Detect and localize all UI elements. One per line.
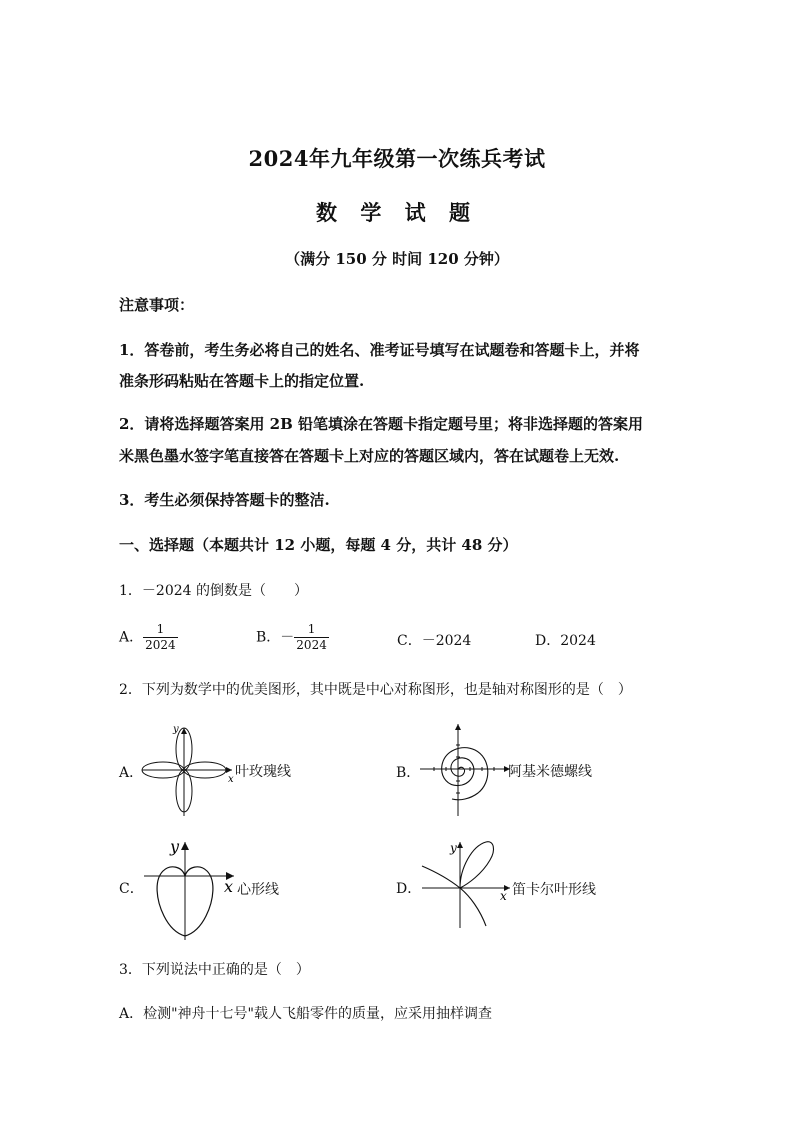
question-2-option-b-label: B． (396, 765, 421, 781)
folium-of-descartes-caption: 笛卡尔叶形线 (512, 882, 596, 898)
fraction (294, 622, 329, 653)
denominator: 2024 (296, 638, 327, 652)
question-2-stem: 2．下列为数学中的优美图形，其中既是中心对称图形，也是轴对称图形的是（ ） (119, 682, 632, 698)
question-1-option-a (119, 622, 178, 653)
axis-x-label: x (224, 877, 234, 896)
denominator: 2024 (145, 638, 176, 652)
archimedean-spiral-figure (414, 722, 514, 818)
question-3-option-a: A．检测"神舟十七号"载人飞船零件的质量，应采用抽样调查 (119, 1006, 492, 1022)
exam-subject: 数 学 试 题 (316, 200, 478, 225)
question-1-option-d: D．2024 (535, 633, 596, 649)
axis-x-label: x (228, 774, 234, 785)
option-b-label: B．－ (256, 629, 295, 646)
question-1-option-b (256, 622, 329, 653)
question-2-option-d-label: D． (396, 881, 422, 897)
folium-of-descartes-figure (414, 838, 516, 930)
archimedean-spiral-caption: 阿基米德螺线 (508, 764, 592, 780)
section-1-heading: 一、选择题（本题共计 12 小题，每题 4 分，共计 48 分） (119, 536, 518, 554)
notice-item-2-line-1: 2．请将选择题答案用 2B 铅笔填涂在答题卡指定题号里；将非选择题的答案用 (119, 415, 643, 433)
option-a-label: A． (119, 629, 144, 646)
question-1-option-c: C．－2024 (397, 633, 472, 649)
question-1-stem: 1．－2024 的倒数是（ ） (119, 583, 308, 599)
axis-y-label: y (450, 841, 457, 855)
exam-info: （满分 150 分 时间 120 分钟） (285, 250, 509, 268)
four-leaf-rose-caption: 叶玫瑰线 (235, 764, 291, 780)
axis-y-label: y (173, 724, 179, 735)
numerator: 1 (294, 622, 329, 638)
exam-title: 2024年九年级第一次练兵考试 (248, 146, 546, 171)
cardioid-figure (140, 838, 240, 942)
question-3-stem: 3．下列说法中正确的是（ ） (119, 962, 310, 978)
notice-heading: 注意事项： (119, 296, 195, 314)
question-2-option-c-label: C． (119, 881, 144, 897)
notice-item-1-line-2: 准条形码粘贴在答题卡上的指定位置. (119, 372, 365, 390)
axis-x-label: x (500, 889, 507, 903)
axis-y-label: y (170, 838, 180, 856)
notice-item-1-line-1: 1．答卷前，考生务必将自己的姓名、准考证号填写在试题卷和答题卡上，并将 (119, 341, 640, 359)
cardioid-caption: 心形线 (237, 882, 279, 898)
fraction (143, 622, 178, 653)
numerator: 1 (143, 622, 178, 638)
question-2-option-a-label: A． (119, 765, 144, 781)
notice-item-3: 3．考生必须保持答题卡的整洁. (119, 491, 330, 509)
notice-item-2-line-2: 米黑色墨水签字笔直接答在答题卡上对应的答题区域内，答在试题卷上无效. (119, 447, 620, 465)
four-leaf-rose-figure (140, 718, 240, 818)
